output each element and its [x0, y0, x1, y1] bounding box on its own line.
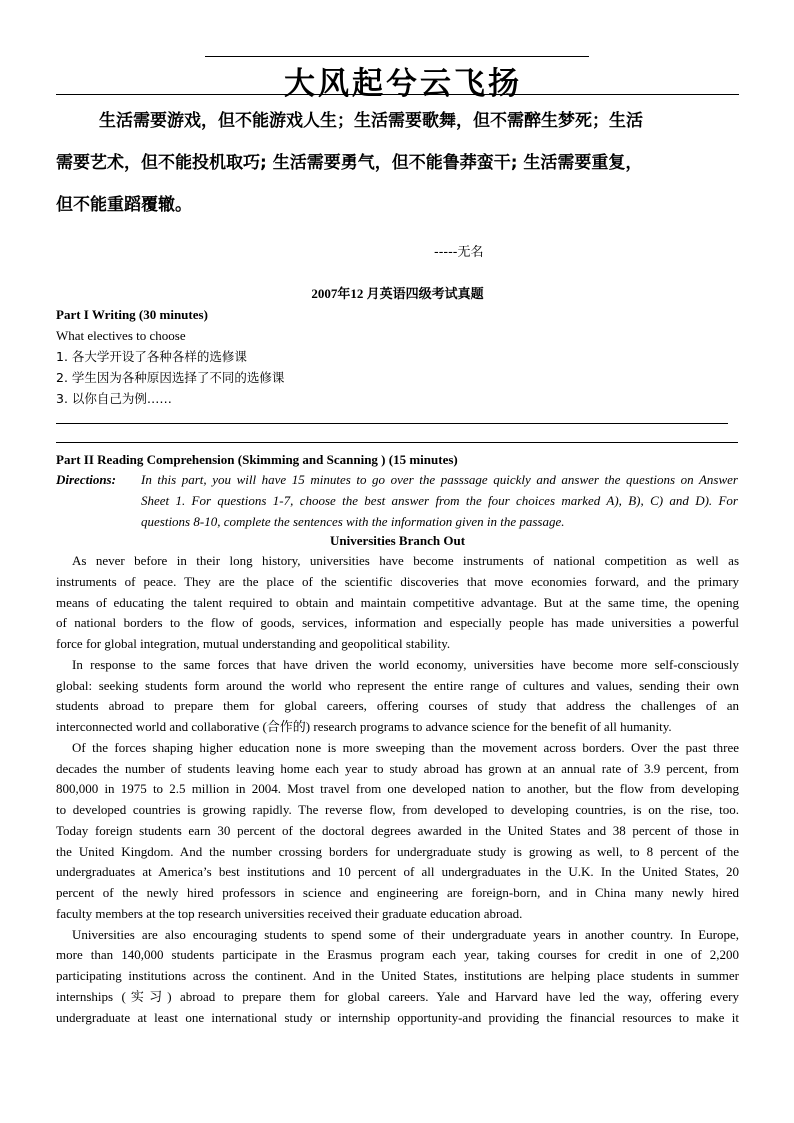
- article-line: undergraduate at least one international study or internship opportunity-and providing the financial resources to make it: [56, 1009, 739, 1025]
- article-body: [56, 551, 739, 1028]
- directions-label: Directions:: [56, 472, 116, 487]
- article-line: 800,000 in 1975 to 2.5 million in 2004. Most travel from one developed nation to another, but the flow from developing: [56, 781, 739, 797]
- article-line: percent of the newly hired professors in science and engineering are foreign-born, and in China many newly hired: [56, 885, 739, 900]
- article-line: the United Kingdom. And the number crossing borders for undergraduate study is growing as well, to 8 percent of the: [56, 843, 739, 859]
- top-rule: [205, 56, 589, 57]
- article-line: decades the number of students leaving home each year to study abroad has grown at an annual rate of 3.9 percent, from: [56, 760, 739, 776]
- part1-heading: Part I Writing (30 minutes): [56, 307, 208, 322]
- banner-rule: [56, 94, 739, 95]
- part2-heading: Part II Reading Comprehension (Skimming and Scanning ) (15 minutes): [56, 452, 458, 467]
- article-line: means of educating the talent required to obtain and maintain competitive advantage. But at the same time, the opening: [56, 594, 739, 610]
- directions-text: [141, 469, 738, 532]
- article-line: faculty members at the top research universities received their graduate education abroad.: [56, 905, 523, 921]
- article-line: In response to the same forces that have driven the world economy, universities have become more self-consciously: [72, 656, 739, 672]
- article-line: As never before in their long history, universities have become instruments of national competition as well as: [72, 553, 739, 568]
- article-line: more than 140,000 students participate in the Erasmus program each year, taking courses for credit in one of 2,200: [56, 947, 739, 963]
- writing-line: [56, 442, 738, 443]
- part1-topic: What electives to choose: [56, 328, 186, 343]
- article-line: global: seeking students form around the world who represent the entire range of cultures and values, sending their own: [56, 677, 739, 693]
- article-line: Universities are also encouraging students to spend some of their undergraduate years in another country. In Europe,: [72, 926, 739, 942]
- directions-line: Sheet 1. For questions 1-7, choose the best answer from the four choices marked A), B), C) and D). For: [141, 493, 738, 508]
- article-line: to developed countries is growing rapidly. The reverse flow, from developed to developing countries, is on the rise, too.: [56, 802, 739, 817]
- article-line: students abroad to prepare them for global careers, offering courses of study that address the challenges of an: [56, 698, 739, 714]
- article-line: instruments of peace. They are the place of the scientific discoveries that move economies forward, and the primary: [56, 573, 739, 589]
- article-line: Of the forces shaping higher education none is more sweeping than the movement across borders. Over the past three: [72, 739, 739, 755]
- article-line: interconnected world and collaborative (合作的) research programs to advance science for the benefit of all humanity.: [56, 719, 672, 734]
- writing-line: [56, 423, 728, 424]
- article-line: of national borders to the flow of goods, services, information and especially people has made universities a powerful: [56, 615, 739, 631]
- article-line: undergraduates at America’s best institutions and 10 percent of all undergraduates in the U.K. In the United States, 20: [56, 864, 739, 880]
- quote-block: [56, 100, 740, 226]
- quote-author: -----无名: [434, 245, 484, 260]
- article-title: Universities Branch Out: [329, 533, 466, 548]
- part1-point: 1. 各大学开设了各种各样的选修课: [56, 349, 247, 364]
- article-line: force for global integration, mutual understanding and geopolitical stability.: [56, 636, 451, 651]
- directions-line: questions 8-10, complete the sentences with the information given in the passage.: [141, 514, 565, 529]
- article-line: internships (实习) abroad to prepare them for global careers. Yale and Harvard have led the way, offering every: [56, 988, 739, 1004]
- article-line: participating institutions across the continent. And in the United States, institutions are helping place students in summer: [56, 968, 739, 983]
- part1-section: [56, 304, 284, 409]
- exam-title: 2007年12 月英语四级考试真题: [311, 286, 484, 301]
- banner-title: 大风起兮云飞扬: [284, 66, 522, 102]
- article-line: Today foreign students earn 30 percent of the doctoral degrees awarded in the United States and 38 percent of those in: [56, 822, 739, 838]
- part1-point: 2. 学生因为各种原因选择了不同的选修课: [56, 370, 285, 385]
- part1-point: 3. 以你自己为例……: [56, 391, 172, 406]
- directions-line: In this part, you will have 15 minutes to go over the passsage quickly and answer the questions on Answer: [141, 472, 738, 487]
- quote-line: 生活需要游戏，但不能游戏人生；生活需要歌舞，但不需醉生梦死；生活: [99, 111, 643, 131]
- quote-line: 需要艺术，但不能投机取巧; 生活需要勇气，但不能鲁莽蛮干; 生活需要重复，: [56, 153, 643, 173]
- quote-line: 但不能重蹈覆辙。: [56, 195, 192, 215]
